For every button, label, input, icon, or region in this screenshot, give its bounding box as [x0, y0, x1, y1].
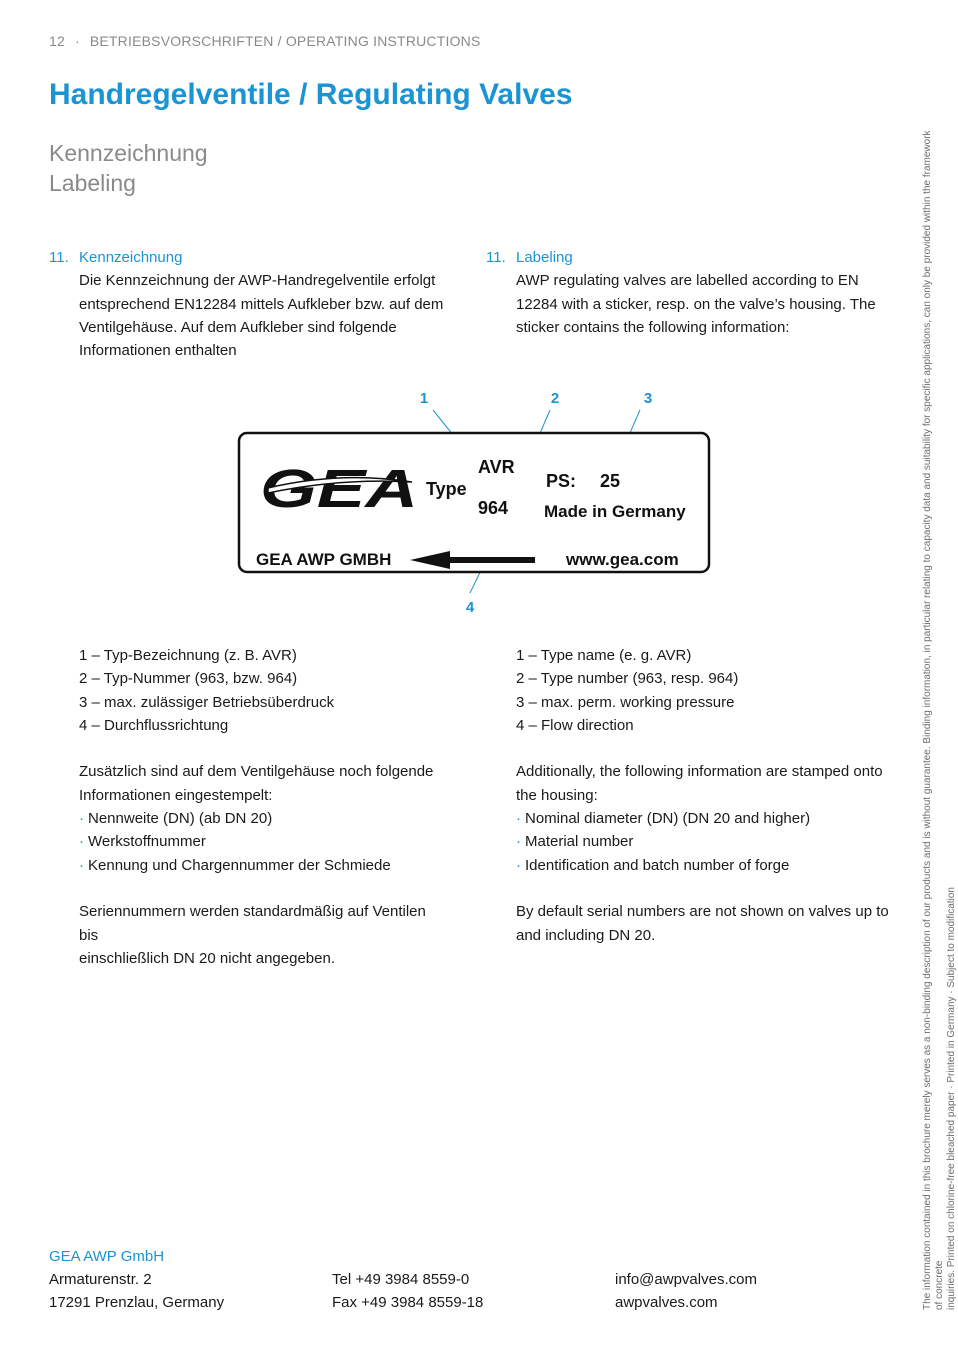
left-stamped-item	[79, 854, 449, 877]
footer-address	[49, 1268, 224, 1315]
callout-3: 3	[643, 390, 653, 407]
sticker-type-label: Type	[426, 479, 467, 499]
callout-1: 1	[419, 390, 429, 407]
left-intro	[49, 269, 449, 362]
right-intro-line: sticker contains the following information:	[516, 318, 790, 336]
bullet-icon: ·	[516, 833, 521, 851]
left-intro-line: entsprechend EN12284 mittels Aufkleber bzw. auf dem	[79, 295, 444, 313]
right-stamped-intro: the housing:	[516, 786, 598, 804]
right-section-title: Labeling	[516, 249, 573, 266]
page-number: 12	[49, 33, 65, 49]
right-section-number: 11.	[486, 249, 506, 266]
left-stamped-item-text: Werkstoffnummer	[88, 833, 206, 851]
left-stamped-intro: Zusätzlich sind auf dem Ventilgehäuse noch folgende	[79, 763, 434, 781]
left-legend-item: 2 – Typ-Nummer (963, bzw. 964)	[79, 670, 298, 688]
right-intro-line: AWP regulating valves are labelled according to EN	[516, 272, 859, 290]
left-stamped	[49, 760, 449, 876]
footer-city: 17291 Prenzlau, Germany	[49, 1294, 225, 1312]
left-section	[49, 246, 449, 362]
right-legend	[486, 644, 906, 737]
left-legend	[49, 644, 449, 737]
footer-phone	[332, 1268, 483, 1315]
side-disclaimer	[922, 120, 958, 1310]
bullet-icon: ·	[516, 810, 521, 828]
header-separator: ·	[74, 33, 80, 49]
right-stamped-item-text: Nominal diameter (DN) (DN 20 and higher)	[525, 810, 811, 828]
footer-tel: Tel +49 3984 8559-0	[332, 1271, 470, 1288]
right-stamped-item	[516, 830, 906, 853]
right-stamped-item-text: Material number	[525, 833, 634, 851]
left-section-heading	[49, 246, 449, 269]
left-legend-item: 4 – Durchflussrichtung	[79, 716, 229, 734]
side-disclaimer-line: inquiries. Printed on chlorine-free bleached paper · Printed in Germany · Subject to modification	[946, 887, 957, 1310]
gea-logo-text: GEA	[260, 459, 418, 519]
right-stamped-intro: Additionally, the following information are stamped onto	[516, 763, 883, 781]
right-serial-line: By default serial numbers are not shown on valves up to	[516, 903, 889, 921]
left-legend-item: 1 – Typ-Bezeichnung (z. B. AVR)	[79, 647, 297, 664]
label-figure	[230, 385, 720, 615]
left-intro-line: Informationen enthalten	[79, 342, 237, 360]
footer-street: Armaturenstr. 2	[49, 1271, 152, 1288]
right-intro	[486, 269, 886, 339]
left-stamped-item	[79, 830, 449, 853]
left-section-number: 11.	[49, 249, 69, 266]
right-intro-line: 12284 with a sticker, resp. on the valve’s housing. The	[516, 295, 876, 313]
left-details	[49, 644, 449, 970]
sticker-company: GEA AWP GMBH	[256, 550, 392, 569]
bullet-icon: ·	[79, 856, 84, 874]
sticker-ps-value: 25	[600, 471, 621, 491]
side-disclaimer-line: The information contained in this brochure merely serves as a non-binding description of our products and is without guarantee. Binding information, in particular relating to capacity data and suitability for specific applications, can only be provided within the framework of concrete	[922, 130, 945, 1310]
bullet-icon: ·	[516, 856, 521, 874]
left-serial-note	[49, 900, 449, 970]
gea-logo-icon	[260, 459, 418, 519]
left-stamped-item-text: Nennweite (DN) (ab DN 20)	[88, 810, 273, 828]
header-title: BETRIEBSVORSCHRIFTEN / OPERATING INSTRUCTIONS	[89, 33, 481, 49]
footer-email-link[interactable]: info@awpvalves.com	[615, 1271, 757, 1288]
sticker-website: www.gea.com	[566, 550, 679, 569]
page-title: Handregelventile / Regulating Valves	[49, 78, 573, 111]
left-stamped-intro: Informationen eingestempelt:	[79, 786, 273, 804]
right-legend-item: 1 – Type name (e. g. AVR)	[516, 647, 692, 664]
footer-contact	[615, 1268, 757, 1315]
right-legend-item: 3 – max. perm. working pressure	[516, 693, 735, 711]
callout-2: 2	[550, 390, 560, 407]
footer-web-link[interactable]: awpvalves.com	[615, 1294, 718, 1312]
right-stamped	[486, 760, 906, 876]
left-serial-line: Seriennummern werden standardmäßig auf Ventilen bis	[79, 903, 426, 944]
sticker-type-name: AVR	[478, 457, 515, 477]
left-stamped-item-text: Kennung und Chargennummer der Schmiede	[88, 856, 391, 874]
bullet-icon: ·	[79, 833, 84, 851]
footer-company: GEA AWP GmbH	[49, 1248, 165, 1265]
right-serial-note	[486, 900, 906, 947]
left-intro-line: Die Kennzeichnung der AWP-Handregelventile erfolgt	[79, 272, 436, 290]
footer-fax: Fax +49 3984 8559-18	[332, 1294, 484, 1312]
bullet-icon: ·	[79, 810, 84, 828]
left-serial-line: einschließlich DN 20 nicht angegeben.	[79, 949, 335, 967]
left-stamped-item	[79, 807, 449, 830]
callout-4: 4	[465, 599, 475, 616]
right-section	[486, 246, 886, 339]
right-stamped-item	[516, 854, 906, 877]
right-stamped-item	[516, 807, 906, 830]
left-legend-item: 3 – max. zulässiger Betriebsüberdruck	[79, 693, 335, 711]
subtitle-de: Kennzeichnung	[49, 140, 208, 166]
subtitle-en: Labeling	[49, 170, 136, 196]
right-serial-line: and including DN 20.	[516, 926, 656, 944]
sticker-ps-label: PS:	[546, 471, 577, 491]
right-stamped-item-text: Identification and batch number of forge	[525, 856, 790, 874]
running-header	[49, 33, 481, 49]
sticker-origin: Made in Germany	[544, 502, 686, 521]
right-section-heading	[486, 246, 886, 269]
left-intro-line: Ventilgehäuse. Auf dem Aufkleber sind folgende	[79, 318, 397, 336]
right-legend-item: 4 – Flow direction	[516, 716, 634, 734]
right-legend-item: 2 – Type number (963, resp. 964)	[516, 670, 739, 688]
right-details	[486, 644, 906, 947]
sticker-type-number: 964	[478, 498, 509, 518]
left-section-title: Kennzeichnung	[79, 249, 183, 266]
